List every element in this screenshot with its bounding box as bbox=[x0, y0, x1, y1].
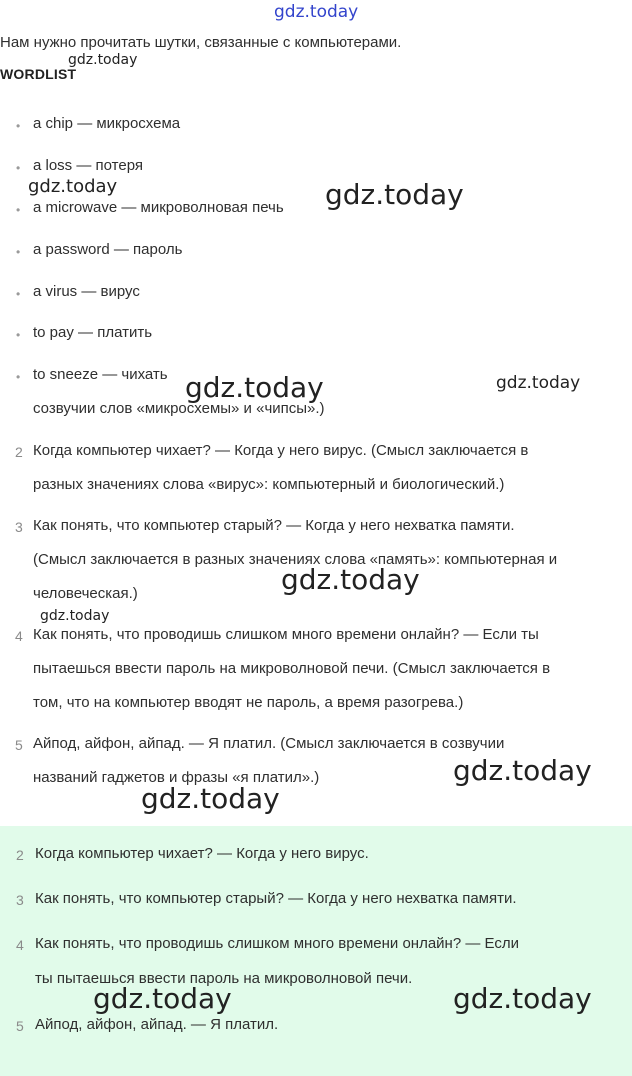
watermark: gdz.today bbox=[325, 178, 464, 211]
watermark: gdz.today bbox=[28, 176, 118, 197]
summary-line: Как понять, что компьютер старый? — Когда у него нехватка памяти. bbox=[35, 890, 517, 907]
watermark: gdz.today bbox=[496, 373, 581, 393]
wordlist-item: a microwave — микроволновая печь bbox=[33, 199, 284, 216]
item-number: 3 bbox=[16, 892, 24, 908]
watermark: gdz.today bbox=[93, 982, 232, 1015]
item-number: 4 bbox=[15, 628, 23, 644]
joke-line: (Смысл заключается в разных значениях слова «память»: компьютерная и bbox=[33, 551, 558, 568]
watermark: gdz.today bbox=[274, 2, 359, 22]
watermark: gdz.today bbox=[453, 754, 592, 787]
bullet-icon: • bbox=[16, 328, 21, 342]
watermark: gdz.today bbox=[453, 982, 592, 1015]
joke-line: пытаешься ввести пароль на микроволновой печи. (Смысл заключается в bbox=[33, 660, 551, 677]
wordlist-item: a chip — микросхема bbox=[33, 115, 181, 132]
bullet-icon: • bbox=[16, 245, 21, 259]
joke-line: разных значениях слова «вирус»: компьютерный и биологический.) bbox=[33, 476, 505, 493]
wordlist-item: a loss — потеря bbox=[33, 157, 143, 174]
wordlist-heading: WORDLIST bbox=[0, 66, 77, 82]
bullet-icon: • bbox=[16, 203, 21, 217]
summary-line: ты пытаешься ввести пароль на микроволновой печи. bbox=[35, 970, 413, 987]
item-number: 4 bbox=[16, 937, 24, 953]
wordlist-item: to pay — платить bbox=[33, 324, 153, 341]
item-number: 5 bbox=[16, 1018, 24, 1034]
joke-line: человеческая.) bbox=[33, 585, 138, 602]
joke-line: Как понять, что компьютер старый? — Когда у него нехватка памяти. bbox=[33, 517, 515, 534]
bullet-icon: • bbox=[16, 370, 21, 384]
watermark: gdz.today bbox=[281, 563, 420, 596]
wordlist-item: a virus — вирус bbox=[33, 283, 140, 300]
wordlist-item: a password — пароль bbox=[33, 241, 183, 258]
watermark: gdz.today bbox=[40, 608, 110, 624]
joke-line: том, что на компьютер вводят не пароль, а время разогрева.) bbox=[33, 694, 464, 711]
summary-line: Айпод, айфон, айпад. — Я платил. bbox=[35, 1016, 279, 1033]
watermark: gdz.today bbox=[68, 52, 138, 68]
joke-line: Айпод, айфон, айпад. — Я платил. (Смысл заключается в созвучии bbox=[33, 735, 505, 752]
watermark: gdz.today bbox=[185, 371, 324, 404]
continuation-text: созвучии слов «микросхемы» и «чипсы».) bbox=[33, 400, 325, 417]
joke-line: названий гаджетов и фразы «я платил».) bbox=[33, 769, 320, 786]
wordlist-item: to sneeze — чихать bbox=[33, 366, 168, 383]
bullet-icon: • bbox=[16, 161, 21, 175]
summary-line: Как понять, что проводишь слишком много времени онлайн? — Если bbox=[35, 935, 519, 952]
bullet-icon: • bbox=[16, 287, 21, 301]
summary-line: Когда компьютер чихает? — Когда у него вирус. bbox=[35, 845, 369, 862]
intro-text: Нам нужно прочитать шутки, связанные с компьютерами. bbox=[0, 34, 402, 51]
joke-line: Как понять, что проводишь слишком много времени онлайн? — Если ты bbox=[33, 626, 539, 643]
bullet-icon: • bbox=[16, 119, 21, 133]
item-number: 2 bbox=[15, 444, 23, 460]
item-number: 3 bbox=[15, 519, 23, 535]
watermark: gdz.today bbox=[141, 782, 280, 815]
item-number: 5 bbox=[15, 737, 23, 753]
item-number: 2 bbox=[16, 847, 24, 863]
joke-line: Когда компьютер чихает? — Когда у него вирус. (Смысл заключается в bbox=[33, 442, 529, 459]
